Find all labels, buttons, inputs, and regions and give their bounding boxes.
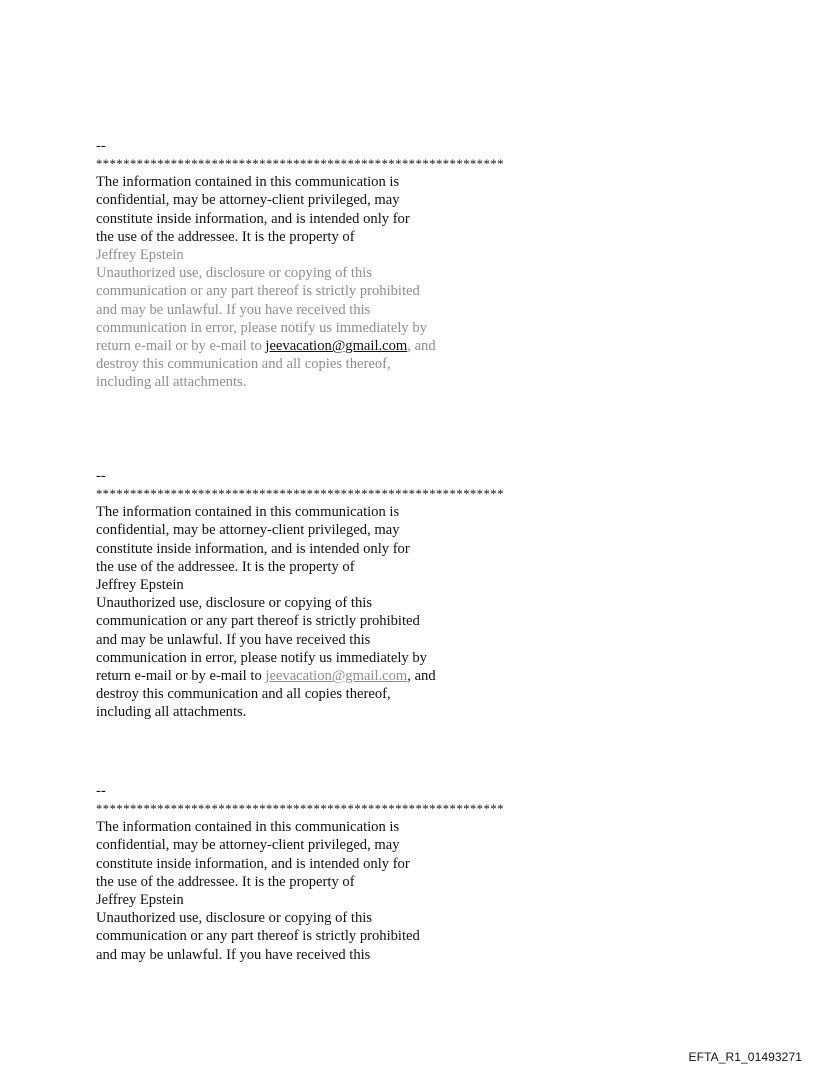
email-link[interactable]: jeevacation@gmail.com bbox=[265, 338, 408, 355]
disclaimer-line: and may be unlawful. If you have received this bbox=[96, 946, 371, 963]
disclaimer-line: the use of the addressee. It is the property of bbox=[96, 228, 355, 245]
disclaimer-line: confidential, may be attorney-client privileged, may bbox=[96, 192, 400, 209]
email-prefix: return e-mail or by e-mail to bbox=[96, 668, 266, 685]
separator-stars: ************************************************************ bbox=[96, 157, 504, 172]
disclaimer-email-line bbox=[96, 667, 696, 685]
disclaimer-line: the use of the addressee. It is the property of bbox=[96, 873, 355, 890]
disclaimer-line: The information contained in this communication is bbox=[96, 174, 400, 191]
disclaimer-line: communication in error, please notify us immediately by bbox=[96, 649, 427, 666]
disclaimer-line: communication in error, please notify us immediately by bbox=[96, 319, 427, 336]
disclaimer-line: The information contained in this communication is bbox=[96, 504, 400, 521]
separator-stars: ************************************************************ bbox=[96, 487, 504, 502]
email-suffix: , and bbox=[407, 668, 436, 685]
disclaimer-line: communication or any part thereof is strictly prohibited bbox=[96, 928, 420, 945]
email-link[interactable]: jeevacation@gmail.com bbox=[265, 668, 408, 685]
disclaimer-line: confidential, may be attorney-client privileged, may bbox=[96, 522, 400, 539]
disclaimer-line: Jeffrey Epstein bbox=[96, 577, 184, 594]
separator-dash: -- bbox=[96, 468, 106, 484]
disclaimer-line: including all attachments. bbox=[96, 704, 247, 721]
disclaimer-line: Jeffrey Epstein bbox=[96, 247, 184, 264]
disclaimer-block-3 bbox=[96, 782, 696, 964]
disclaimer-line: the use of the addressee. It is the property of bbox=[96, 558, 355, 575]
disclaimer-line: Jeffrey Epstein bbox=[96, 892, 184, 909]
disclaimer-line: destroy this communication and all copies thereof, bbox=[96, 356, 391, 373]
disclaimer-line: Unauthorized use, disclosure or copying of this bbox=[96, 910, 373, 927]
disclaimer-line: including all attachments. bbox=[96, 374, 247, 391]
separator-stars: ************************************************************ bbox=[96, 802, 504, 817]
disclaimer-email-line bbox=[96, 337, 696, 355]
disclaimer-line: constitute inside information, and is intended only for bbox=[96, 855, 410, 872]
disclaimer-block-1 bbox=[96, 137, 696, 392]
disclaimer-line: Unauthorized use, disclosure or copying of this bbox=[96, 265, 373, 282]
disclaimer-line: communication or any part thereof is strictly prohibited bbox=[96, 613, 420, 630]
disclaimer-block-2 bbox=[96, 467, 696, 722]
disclaimer-line: and may be unlawful. If you have received this bbox=[96, 631, 371, 648]
separator-dash: -- bbox=[96, 138, 106, 154]
disclaimer-line: constitute inside information, and is intended only for bbox=[96, 540, 410, 557]
document-id: EFTA_R1_01493271 bbox=[688, 1050, 802, 1064]
email-suffix: , and bbox=[407, 338, 436, 355]
disclaimer-line: The information contained in this communication is bbox=[96, 819, 400, 836]
email-prefix: return e-mail or by e-mail to bbox=[96, 338, 266, 355]
disclaimer-line: destroy this communication and all copies thereof, bbox=[96, 686, 391, 703]
disclaimer-line: communication or any part thereof is strictly prohibited bbox=[96, 283, 420, 300]
disclaimer-line: constitute inside information, and is intended only for bbox=[96, 210, 410, 227]
separator-dash: -- bbox=[96, 783, 106, 799]
disclaimer-line: and may be unlawful. If you have received this bbox=[96, 301, 371, 318]
disclaimer-line: confidential, may be attorney-client privileged, may bbox=[96, 837, 400, 854]
disclaimer-line: Unauthorized use, disclosure or copying of this bbox=[96, 595, 373, 612]
